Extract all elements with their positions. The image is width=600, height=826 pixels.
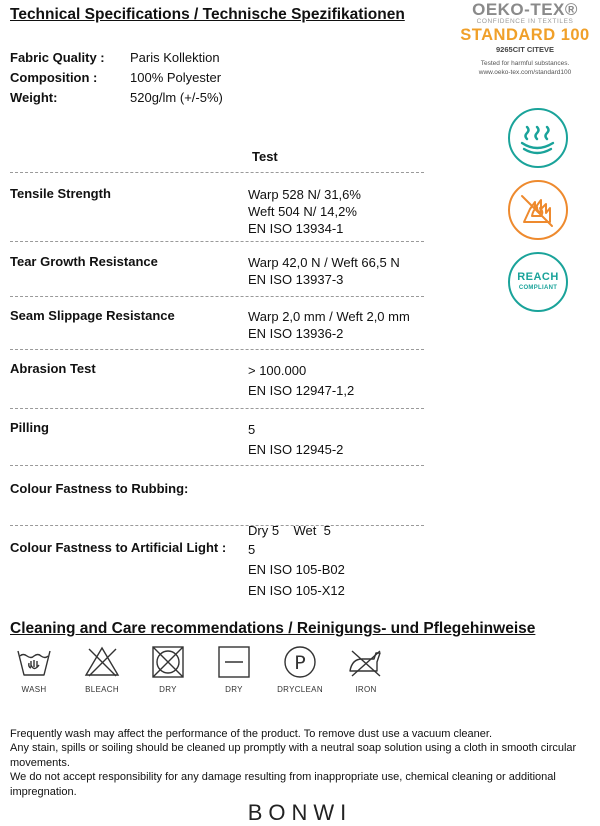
divider [10, 296, 424, 297]
care-bleach [72, 645, 132, 694]
test-values-seam [248, 308, 410, 342]
spec-label-composition: Composition : [10, 70, 98, 85]
oeko-tex-label [455, 0, 595, 77]
test-value-line: Dry 5 Wet 5 [248, 523, 331, 538]
divider [10, 172, 424, 173]
spec-value-composition: 100% Polyester [130, 70, 222, 85]
care-iron [336, 645, 396, 694]
divider [10, 241, 424, 242]
no-iron-icon [346, 645, 386, 679]
svg-text:P: P [294, 652, 306, 674]
test-values-light [248, 540, 345, 580]
test-values-pilling [248, 420, 343, 460]
spec-label-fabric: Fabric Quality : [10, 50, 105, 65]
divider [10, 349, 424, 350]
care-wash [4, 645, 64, 694]
spec-value-fabric: Paris Kollektion [130, 50, 220, 65]
divider [10, 408, 424, 409]
reach-title: REACH [517, 271, 559, 283]
care-note-responsibility: We do not accept responsibility for any damage resulting from inappropriate use, chemical cleaning or additional impregnation. [10, 771, 556, 798]
test-value-line: EN ISO 105-X12 [248, 583, 345, 598]
care-label-flat-dry: DRY [225, 685, 243, 694]
test-value-line: EN ISO 13936-2 [248, 326, 344, 341]
care-section-title: Cleaning and Care recommendations / Reinigungs- und Pflegehinweise [10, 620, 536, 637]
test-column-header: Test [252, 149, 278, 164]
test-values-tear [248, 254, 400, 288]
test-value-line: Warp 528 N/ 31,6% [248, 187, 361, 202]
flat-dry-icon [216, 645, 252, 679]
oeko-tex-tested: Tested for harmful substances. [480, 60, 570, 67]
brand-logo: BONWI [247, 800, 353, 825]
flame-retardant-badge [508, 180, 568, 240]
reach-subtitle: COMPLIANT [518, 285, 558, 291]
test-label-pilling: Pilling [10, 420, 49, 435]
test-value-line: Warp 2,0 mm / Weft 2,0 mm [248, 309, 410, 324]
test-value-line: EN ISO 12945-2 [248, 442, 344, 457]
test-label-seam: Seam Slippage Resistance [10, 308, 175, 323]
oeko-tex-tagline: CONFIDENCE IN TEXTILES [476, 18, 574, 25]
care-label-dryclean: DRYCLEAN [277, 685, 323, 694]
heat-resistant-badge [508, 108, 568, 168]
care-label-iron: IRON [355, 685, 377, 694]
no-tumble-dry-icon [150, 645, 186, 679]
divider [10, 465, 424, 466]
test-label-tear: Tear Growth Resistance [10, 254, 158, 269]
care-label-tumble-dry: DRY [159, 685, 177, 694]
flame-crossed-icon [510, 182, 565, 237]
test-values-abrasion [248, 361, 354, 401]
test-values-tensile [248, 186, 361, 237]
test-label-light: Colour Fastness to Artificial Light : [10, 540, 227, 555]
test-value-line: 5 [248, 422, 256, 437]
heat-waves-icon [510, 110, 565, 165]
care-note-wash: Frequently wash may affect the performance of the product. To remove dust use a vacuum cleaner. [10, 728, 493, 740]
test-value-line: Weft 504 N/ 14,2% [248, 204, 357, 219]
reach-compliant-badge [508, 252, 568, 312]
test-value-line: Warp 42,0 N / Weft 66,5 N [248, 255, 400, 270]
no-bleach-icon [83, 645, 121, 679]
test-value-line: EN ISO 105-B02 [248, 562, 345, 577]
test-value-line: EN ISO 13934-1 [248, 221, 344, 236]
care-label-bleach: BLEACH [85, 685, 119, 694]
oeko-tex-standard: STANDARD 100 [460, 26, 590, 44]
oeko-tex-name: OEKO-TEX® [472, 0, 578, 19]
test-value-line: EN ISO 12947-1,2 [248, 383, 355, 398]
care-flat-dry [204, 645, 264, 694]
test-value-line: 5 [248, 542, 256, 557]
care-note-stain: Any stain, spills or soiling should be cleaned up promptly with a neutral soap solution using a cloth in smooth circular movements. [10, 742, 577, 769]
dryclean-p-icon [282, 645, 318, 679]
oeko-tex-url: www.oeko-tex.com/standard100 [478, 69, 572, 76]
wash-icon [16, 645, 52, 679]
care-tumble-dry [138, 645, 198, 694]
oeko-tex-code: 9265CIT CITEVE [496, 45, 554, 54]
spec-value-weight: 520g/lm (+/-5%) [130, 90, 223, 105]
test-label-abrasion: Abrasion Test [10, 361, 96, 376]
care-dryclean [270, 645, 330, 694]
test-label-rubbing: Colour Fastness to Rubbing: [10, 481, 189, 496]
divider [10, 525, 424, 526]
care-label-wash: WASH [21, 685, 47, 694]
test-label-tensile: Tensile Strength [10, 186, 111, 201]
test-value-line: EN ISO 13937-3 [248, 272, 344, 287]
page-title: Technical Specifications / Technische Spezifikationen [10, 6, 405, 23]
test-value-line: > 100.000 [248, 363, 307, 378]
spec-label-weight: Weight: [10, 90, 58, 105]
